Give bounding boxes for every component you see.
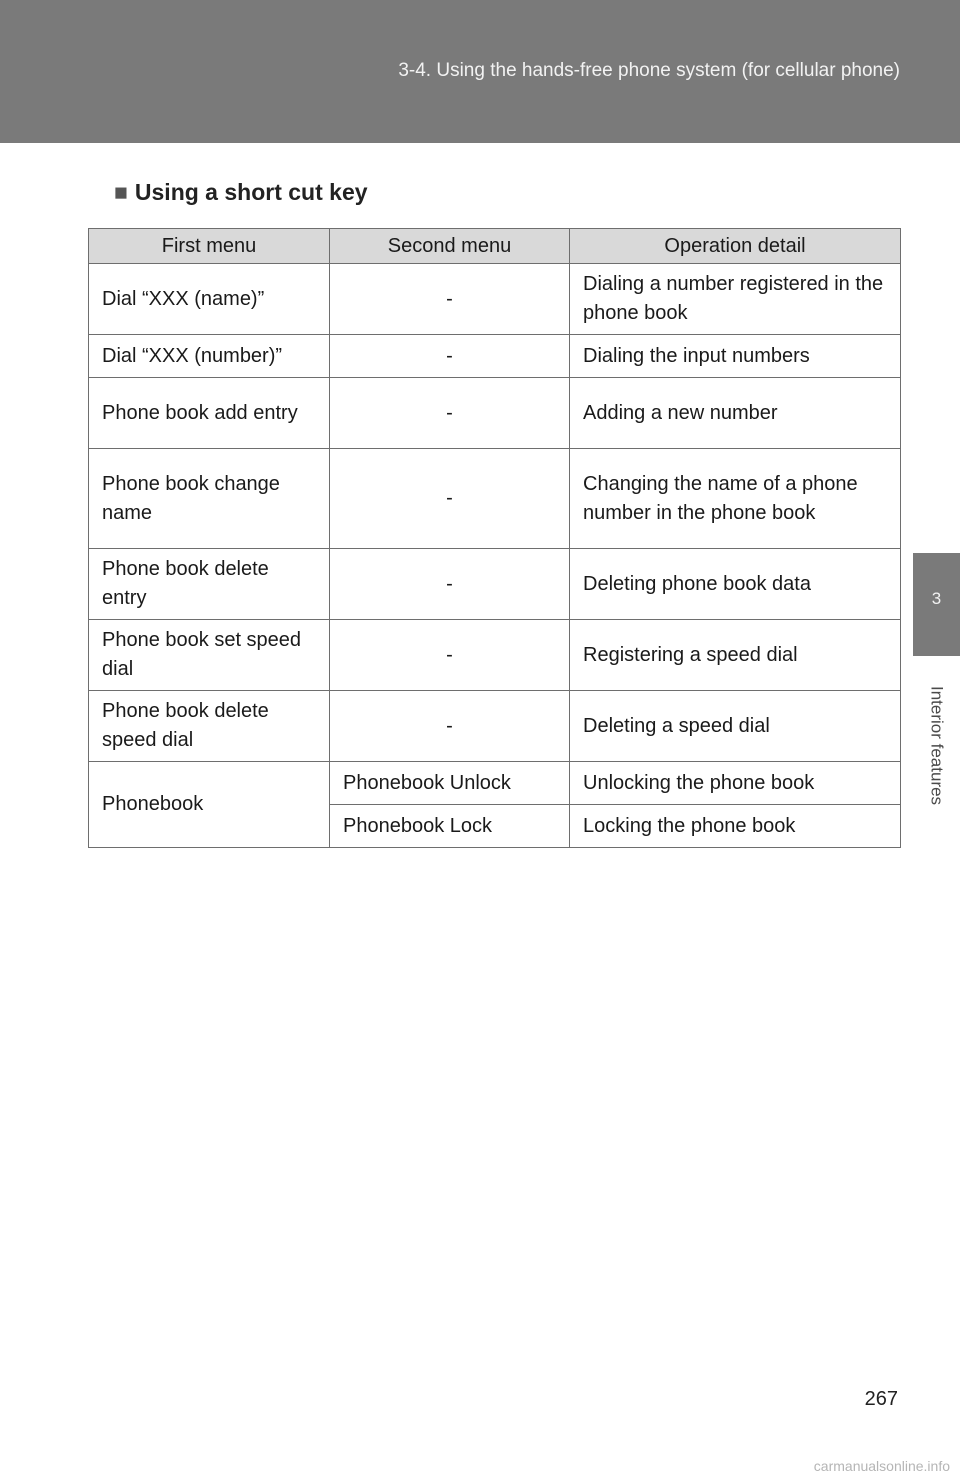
- second-menu-cell: -: [330, 264, 570, 335]
- table-row: [89, 335, 901, 378]
- first-menu-cell: Dial “XXX (name)”: [89, 264, 330, 335]
- chapter-side-label-text: Interior features: [927, 686, 947, 806]
- second-menu-cell: -: [330, 449, 570, 549]
- second-menu-cell: -: [330, 549, 570, 620]
- column-header-operation-detail: Operation detail: [570, 229, 901, 264]
- page-header: [0, 0, 960, 143]
- first-menu-cell: Phone book delete entry: [89, 549, 330, 620]
- operation-detail-cell: Locking the phone book: [570, 805, 901, 848]
- first-menu-cell-phonebook: Phonebook: [89, 762, 330, 848]
- table-row: [89, 264, 901, 335]
- table-row: [89, 378, 901, 449]
- second-menu-cell: -: [330, 378, 570, 449]
- column-header-first-menu: First menu: [89, 229, 330, 264]
- table-row: [89, 549, 901, 620]
- first-menu-cell: Phone book set speed dial: [89, 620, 330, 691]
- operation-detail-cell: Registering a speed dial: [570, 620, 901, 691]
- chapter-tab: [913, 553, 960, 656]
- operation-detail-cell: Deleting phone book data: [570, 549, 901, 620]
- square-bullet-icon: ■: [114, 179, 128, 205]
- second-menu-cell: -: [330, 620, 570, 691]
- column-header-second-menu: Second menu: [330, 229, 570, 264]
- table-row: [89, 620, 901, 691]
- operation-detail-cell: Deleting a speed dial: [570, 691, 901, 762]
- operation-detail-cell: Dialing a number registered in the phone book: [570, 264, 901, 335]
- first-menu-cell: Phone book add entry: [89, 378, 330, 449]
- second-menu-cell: Phonebook Lock: [330, 805, 570, 848]
- first-menu-cell: Phone book change name: [89, 449, 330, 549]
- table-header-row: [89, 229, 901, 264]
- shortcut-menu-table: [88, 228, 901, 848]
- watermark: carmanualsonline.info: [813, 1458, 950, 1474]
- first-menu-cell: Dial “XXX (number)”: [89, 335, 330, 378]
- chapter-number: 3: [931, 589, 942, 608]
- second-menu-cell: -: [330, 335, 570, 378]
- chapter-title: 3-4. Using the hands-free phone system (for cellular phone): [398, 60, 900, 81]
- operation-detail-cell: Dialing the input numbers: [570, 335, 901, 378]
- table-row: [89, 691, 901, 762]
- section-heading: [114, 179, 368, 206]
- operation-detail-cell: Changing the name of a phone number in the phone book: [570, 449, 901, 549]
- operation-detail-cell: Adding a new number: [570, 378, 901, 449]
- table-row: [89, 449, 901, 549]
- page-number: 267: [864, 1388, 898, 1410]
- chapter-side-label: [913, 666, 960, 826]
- first-menu-cell: Phone book delete speed dial: [89, 691, 330, 762]
- second-menu-cell: -: [330, 691, 570, 762]
- second-menu-cell: Phonebook Unlock: [330, 762, 570, 805]
- table-row: [89, 762, 901, 805]
- section-heading-text: Using a short cut key: [134, 179, 368, 205]
- operation-detail-cell: Unlocking the phone book: [570, 762, 901, 805]
